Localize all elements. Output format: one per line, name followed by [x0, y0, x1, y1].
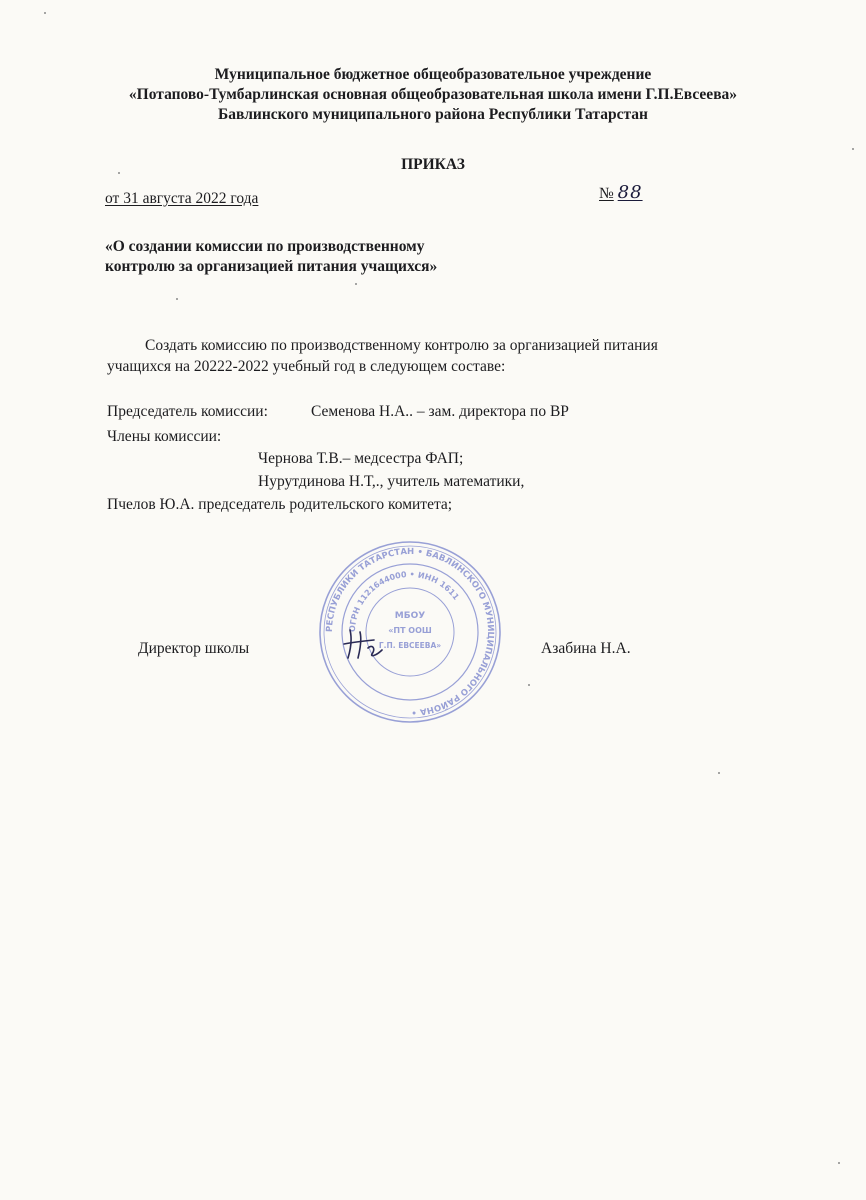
- stamp-center-line-3: Г.П. ЕВСЕЕВА»: [378, 641, 442, 650]
- signature-mark: [340, 624, 390, 664]
- order-subject-line-1: «О создании комиссии по производственному: [105, 238, 425, 255]
- scan-speck: [718, 772, 720, 774]
- header-institution-type: Муниципальное бюджетное общеобразовательное учреждение: [214, 66, 652, 83]
- order-number-label: №: [599, 185, 614, 202]
- order-date-text: от 31 августа 2022 года: [105, 190, 259, 207]
- order-number-value: 88: [617, 182, 643, 203]
- member-3: Пчелов Ю.А. председатель родительского комитета;: [107, 496, 453, 513]
- body-line-1: Создать комиссию по производственному контролю за организацией питания: [145, 337, 658, 354]
- members-label: Члены комиссии:: [107, 428, 222, 445]
- scan-speck: [838, 1162, 840, 1164]
- chair-value: Семенова Н.А.. – зам. директора по ВР: [311, 403, 569, 420]
- scan-speck: [118, 172, 120, 174]
- stamp-center-line-1: МБОУ: [394, 611, 426, 621]
- order-title: ПРИКАЗ: [401, 156, 465, 173]
- header-school-name: «Потапово-Тумбарлинская основная общеобразовательная школа имени Г.П.Евсеева»: [128, 86, 738, 103]
- stamp-center-line-2: «ПТ ООШ: [388, 626, 432, 635]
- order-number: [599, 182, 652, 203]
- scan-speck: [852, 148, 854, 150]
- chair-label: Председатель комиссии:: [107, 403, 268, 420]
- stamp-outer-ring-text: РЕСПУБЛИКИ ТАТАРСТАН • БАВЛИНСКОГО МУНИЦИПАЛЬНОГО РАЙОНА •: [324, 546, 496, 718]
- scan-speck: [528, 684, 530, 686]
- signature-name: Азабина Н.А.: [541, 640, 631, 657]
- scan-speck: [176, 298, 178, 300]
- member-1: Чернова Т.В.– медсестра ФАП;: [258, 450, 464, 467]
- stamp-inner-ring-text: ОГРН 1121644000 • ИНН 1611: [347, 569, 461, 633]
- body-line-2: учащихся на 20222-2022 учебный год в следующем составе:: [107, 358, 506, 375]
- scan-speck: [44, 12, 46, 14]
- signature-position: Директор школы: [138, 640, 250, 657]
- order-date: [105, 190, 274, 208]
- scan-speck: [355, 283, 357, 285]
- member-2: Нурутдинова Н.Т,., учитель математики,: [258, 473, 525, 490]
- header-district: Бавлинского муниципального района Республики Татарстан: [218, 106, 648, 123]
- order-subject-line-2: контролю за организацией питания учащихся»: [105, 258, 438, 275]
